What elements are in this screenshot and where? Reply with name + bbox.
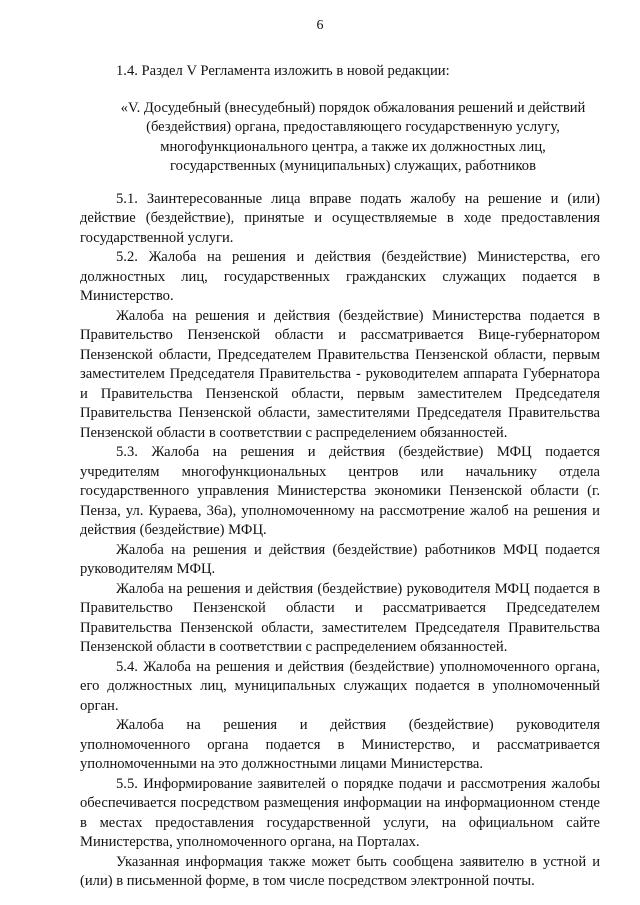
paragraph-5-4: 5.4. Жалоба на решения и действия (бездействие) уполномоченного органа, его должностных лиц, муниципальных служащих подается в уполномоченный орган.: [80, 658, 600, 714]
section-heading: «V. Досудебный (внесудебный) порядок обжалования решений и действий (бездействия) органа, предоставляющего государственную услугу, многофункционального центра, а также их должностных лиц, государственных (муниципальных) служащих, работников: [120, 99, 586, 174]
document-body: [80, 62, 600, 892]
paragraph-5-2-complaint-ministry: Жалоба на решения и действия (бездействие) Министерства подается в Правительство Пензенской области и рассматривается Вице-губернатором Пензенской области, Председателем Правительства Пензенской области, первым заместителем Председателя Правительства - руководителем аппарата Губернатора и Правительства Пензенской области, первым заместителем Председателя Правительства Пензенской области, заместителями Председателя Правительства Пензенской области в соответствии с распределением обязанностей.: [80, 307, 600, 441]
paragraph-5-5-info: Указанная информация также может быть сообщена заявителю в устной и (или) в письменной форме, в том числе посредством электронной почты.: [80, 853, 600, 889]
paragraph-5-1: 5.1. Заинтересованные лица вправе подать жалобу на решение и (или) действие (бездействие), принятые и осуществляемые в ходе предоставления государственной услуги.: [80, 190, 600, 246]
intro-paragraph: 1.4. Раздел V Регламента изложить в новой редакции:: [116, 63, 450, 79]
paragraph-5-5: 5.5. Информирование заявителей о порядке подачи и рассмотрения жалобы обеспечивается посредством размещения информации на информационном стенде в местах предоставления государственной услуги, на официальном сайте Министерства, уполномоченного органа, на Порталах.: [80, 775, 600, 850]
paragraph-5-3-mfc-head: Жалоба на решения и действия (бездействие) руководителя МФЦ подается в Правительство Пензенской области и рассматривается Председателем Правительства Пензенской области, заместителем Председателя Правительства Пензенской области в соответствии с распределением обязанностей.: [80, 580, 600, 655]
paragraph-5-3: 5.3. Жалоба на решения и действия (бездействие) МФЦ подается учредителям многофункциональных центров или начальнику отдела государственного управления Министерства экономики Пензенской области (г. Пенза, ул. Кураева, 36а), уполномоченному на рассмотрение жалоб на решения и действия (бездействие) МФЦ.: [80, 444, 600, 538]
page-number: 6: [316, 18, 324, 33]
paragraph-5-4-authority-head: Жалоба на решения и действия (бездействие) руководителя уполномоченного органа подается в Министерство, и рассматривается уполномоченными на это должностными лицами Министерства.: [80, 717, 600, 772]
paragraph-5-3-mfc-workers: Жалоба на решения и действия (бездействие) работников МФЦ подается руководителям МФЦ.: [80, 541, 600, 577]
paragraph-5-2: 5.2. Жалоба на решения и действия (бездействие) Министерства, его должностных лиц, государственных гражданских служащих подается в Министерство.: [80, 249, 600, 304]
